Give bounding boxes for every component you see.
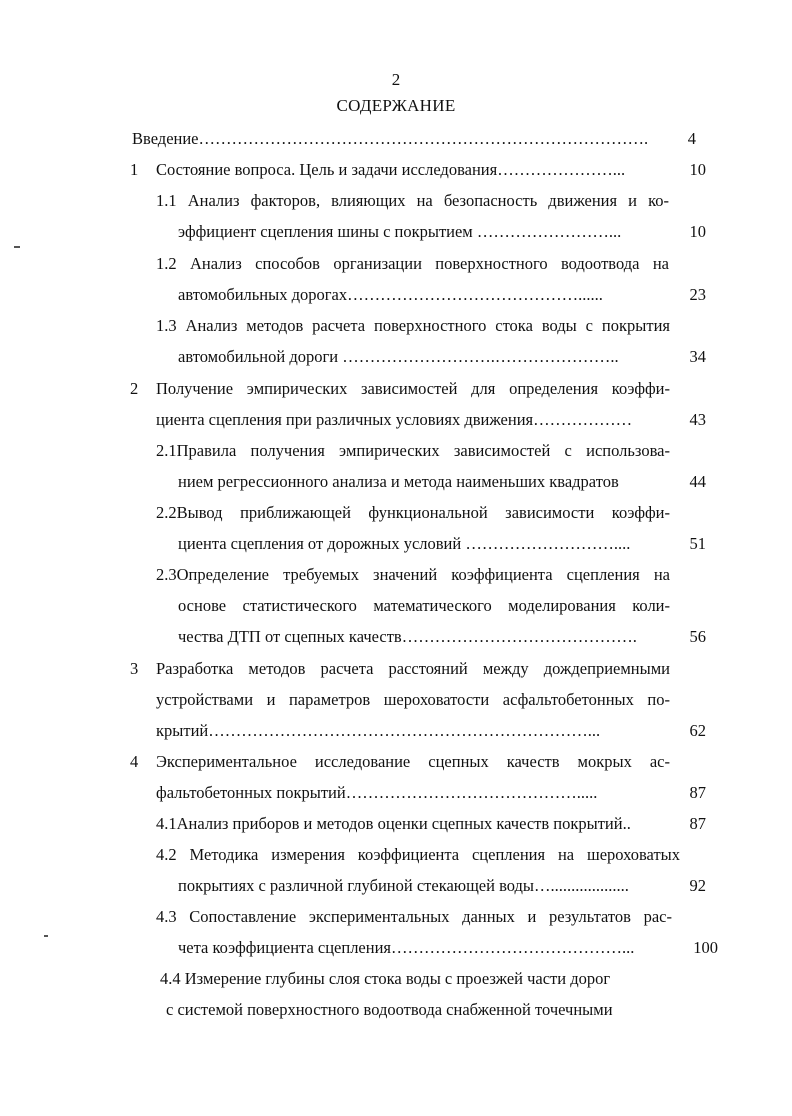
toc-entry-2-1-line1: 2.1Правила получения эмпирических зависимостей с использова- bbox=[156, 441, 670, 460]
toc-entry-4-3-line1: 4.3 Сопоставление экспериментальных данных и результатов рас- bbox=[156, 907, 672, 926]
scan-speck bbox=[44, 935, 48, 937]
toc-entry-1-2-line1: 1.2 Анализ способов организации поверхностного водоотвода на bbox=[156, 254, 669, 273]
toc-entry-4-1: 4.1Анализ приборов и методов оценки сцепных качеств покрытий.. bbox=[156, 814, 631, 833]
page-number: 2 bbox=[391, 70, 401, 89]
toc-page-ch1: 10 bbox=[689, 160, 706, 179]
toc-entry-2-2-line1: 2.2Вывод приближающей функциональной зависимости коэффи- bbox=[156, 503, 670, 522]
toc-entry-1-3-line1: 1.3 Анализ методов расчета поверхностного стока воды с покрытия bbox=[156, 316, 670, 335]
toc-entry-2-3-line3: чества ДТП от сцепных качеств……………………………………. bbox=[178, 627, 637, 646]
toc-entry-ch2-line1: Получение эмпирических зависимостей для определения коэффи- bbox=[156, 379, 670, 398]
toc-entry-4-2-line1: 4.2 Методика измерения коэффициента сцепления на шероховатых bbox=[156, 845, 680, 864]
toc-page-1-3: 34 bbox=[689, 347, 706, 366]
toc-page-4-2: 92 bbox=[689, 876, 706, 895]
toc-entry-ch4-line1: Экспериментальное исследование сцепных качеств мокрых ас- bbox=[156, 752, 670, 771]
toc-page-2-1: 44 bbox=[689, 472, 706, 491]
toc-chapter-number: 1 bbox=[130, 160, 139, 179]
toc-chapter-number: 4 bbox=[130, 752, 139, 771]
toc-entry-4-2-line2: покрытиях с различной глубиной стекающей воды…................... bbox=[178, 876, 629, 895]
toc-entry-4-4-line2: с системой поверхностного водоотвода снабженной точечными bbox=[166, 1000, 613, 1019]
toc-page-4-1: 87 bbox=[689, 814, 706, 833]
toc-entry-2-2-line2: циента сцепления от дорожных условий ……………………….... bbox=[178, 534, 631, 553]
toc-page-ch3: 62 bbox=[689, 721, 706, 740]
toc-entry-1-2-line2: автомобильных дорогах……………………………………...... bbox=[178, 285, 603, 304]
toc-entry-2-3-line1: 2.3Определение требуемых значений коэффициента сцепления на bbox=[156, 565, 670, 584]
toc-entry-ch3-line2: устройствами и параметров шероховатости асфальтобетонных по- bbox=[156, 690, 670, 709]
toc-page-4-3: 100 bbox=[693, 938, 718, 957]
toc-page-1-1: 10 bbox=[689, 222, 706, 241]
toc-entry-ch3-line1: Разработка методов расчета расстояний между дождеприемными bbox=[156, 659, 670, 678]
toc-page-intro: 4 bbox=[687, 129, 696, 148]
toc-entry-ch4-line2: фальтобетонных покрытий……………………………………..... bbox=[156, 783, 598, 802]
toc-page-ch4: 87 bbox=[689, 783, 706, 802]
toc-page-2-3: 56 bbox=[689, 627, 706, 646]
toc-entry-1-1-line1: 1.1 Анализ факторов, влияющих на безопасность движения и ко- bbox=[156, 191, 669, 210]
toc-entry-ch3-line3: крытий……………………………………………………………... bbox=[156, 721, 601, 740]
toc-entry-intro: Введение………………………………………………………………………. bbox=[132, 129, 649, 148]
toc-entry-2-3-line2: основе статистического математического моделирования коли- bbox=[178, 596, 670, 615]
toc-entry-1-1-line2: эффициент сцепления шины с покрытием ……………………... bbox=[178, 222, 622, 241]
toc-entry-4-3-line2: чета коэффициента сцепления……………………………………... bbox=[178, 938, 635, 957]
toc-page-1-2: 23 bbox=[689, 285, 706, 304]
toc-entry-ch1: Состояние вопроса. Цель и задачи исследования…………………... bbox=[156, 160, 626, 179]
toc-page-ch2: 43 bbox=[689, 410, 706, 429]
toc-chapter-number: 2 bbox=[130, 379, 139, 398]
scan-speck bbox=[14, 246, 20, 248]
toc-chapter-number: 3 bbox=[130, 659, 139, 678]
toc-entry-2-1-line2: нием регрессионного анализа и метода наименьших квадратов bbox=[178, 472, 619, 491]
toc-page-2-2: 51 bbox=[689, 534, 706, 553]
toc-entry-1-3-line2: автомобильной дороги ……………………….………………….. bbox=[178, 347, 619, 366]
toc-entry-ch2-line2: циента сцепления при различных условиях движения……………… bbox=[156, 410, 633, 429]
page-title: СОДЕРЖАНИЕ bbox=[336, 96, 456, 115]
toc-entry-4-4-line1: 4.4 Измерение глубины слоя стока воды с проезжей части дорог bbox=[160, 969, 611, 988]
